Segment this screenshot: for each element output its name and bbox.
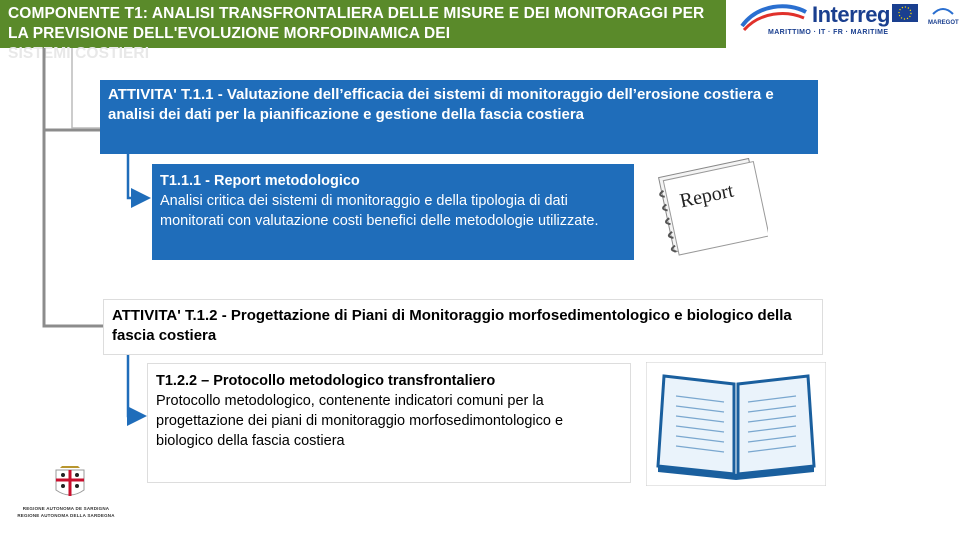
connector-activity-2-to-product — [128, 354, 142, 416]
product-2-body: Protocollo metodologico, contenente indicatori comuni per la progettazione dei piani di monitoraggio morfosedimontologico e biologico della fascia costiera — [156, 393, 564, 449]
activity-2-box — [104, 300, 822, 354]
report-word: Report — [677, 179, 736, 213]
connector-activity-1-to-product — [128, 154, 146, 198]
report-notebook-icon — [648, 158, 768, 258]
open-book-icon — [646, 362, 826, 486]
program-subtitle: MARITTIMO · IT · FR · MARITIME — [768, 29, 889, 36]
interreg-logo-text: Interreg — [812, 2, 890, 27]
maregot-logo-text: MAREGOT — [928, 20, 959, 26]
product-1-box — [152, 164, 634, 260]
activity-1-title: ATTIVITA' T.1.1 - Valutazione dell’efficacia dei sistemi di monitoraggio dell’erosione costiera e analisi dei dati per la pianificazione e gestione della fascia costiera — [108, 86, 774, 123]
product-2-box — [148, 364, 630, 482]
region-name-italian: REGIONE AUTONOMA DELLA SARDEGNA — [17, 513, 115, 518]
connector-inner-1 — [72, 48, 100, 128]
region-name-sardinian: REGIONE AUTONOMA DE SARDIGNA — [22, 506, 110, 511]
page-title-text: COMPONENTE T1: ANALISI TRANSFRONTALIERA DELLE MISURE E DEI MONITORAGGI PER LA PREVISIONE DELL'EVOLUZIONE MORFODINAMICA DEI — [8, 5, 705, 42]
product-1-body: Analisi critica dei sistemi di monitoraggio e della tipologia di dati monitorati con valutazione costi benefici delle metodologie utilizzate. — [160, 193, 599, 229]
page-title-overflow: SISTEMI COSTIERI — [8, 45, 150, 62]
activity-1-box — [100, 80, 818, 154]
product-1-title: T1.1.1 - Report metodologico — [160, 173, 360, 189]
activity-2-title: ATTIVITA' T.1.2 - Progettazione di Piani di Monitoraggio morfosedimentologico e biologico della fascia costiera — [112, 307, 792, 344]
connector-main-to-activity-2 — [44, 48, 104, 326]
product-2-title: T1.2.2 – Protocollo metodologico transfrontaliero — [156, 373, 496, 389]
